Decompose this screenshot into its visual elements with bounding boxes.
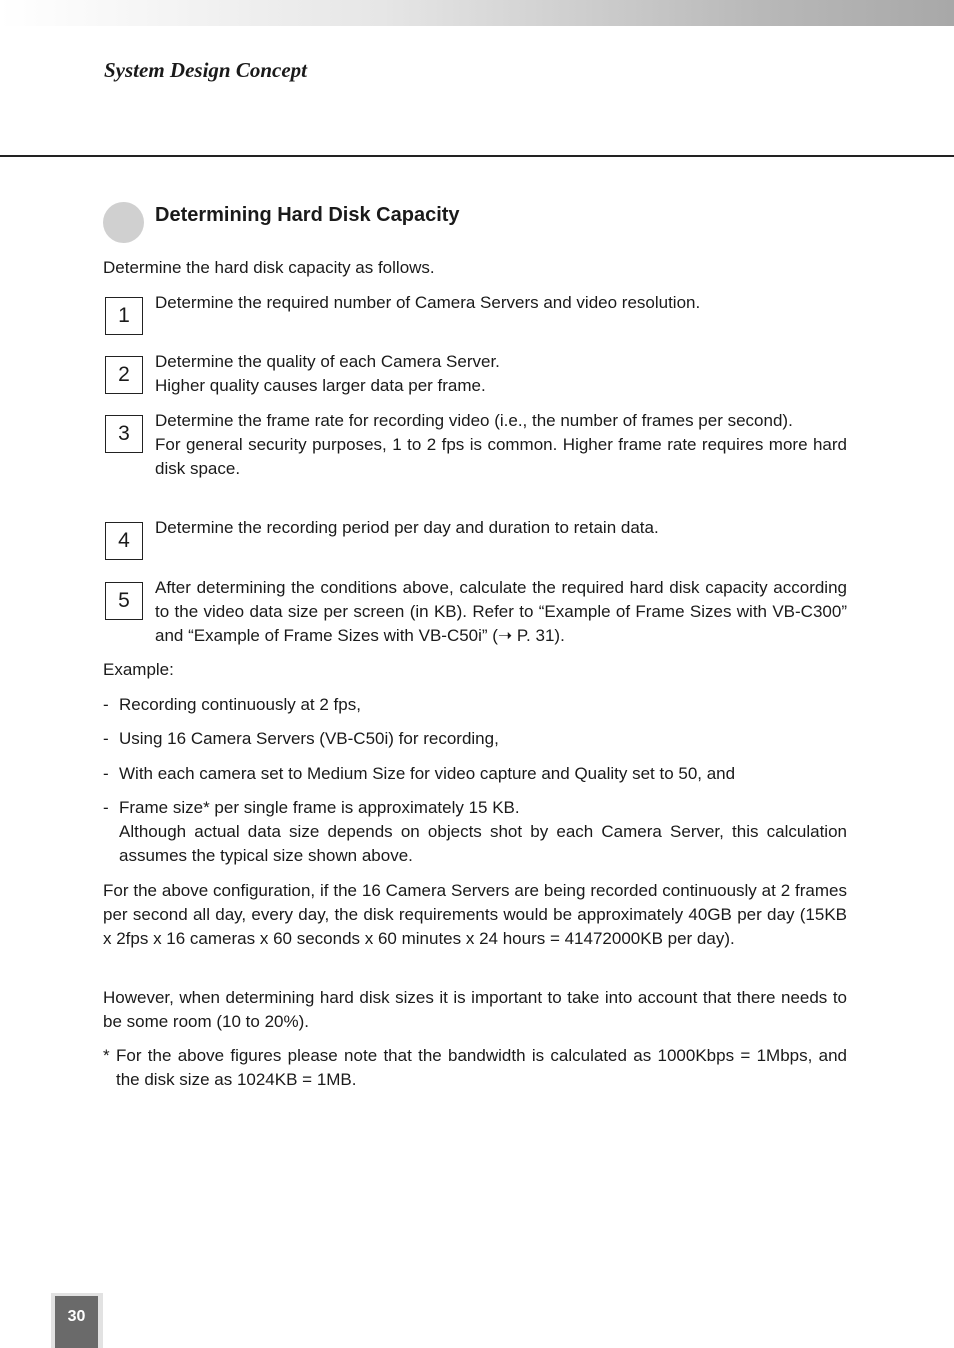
step-text-2	[155, 350, 847, 398]
step-text-5	[155, 576, 847, 648]
step-2-line-2: Higher quality causes larger data per frame.	[155, 376, 486, 395]
calculation-paragraph: For the above configuration, if the 16 Camera Servers are being recorded continuously at 2 frames per second all day, every day, the disk requirements would be approximately 40GB per day (15KB x 2fps x 16 cameras x 60 seconds x 60 minutes x 24 hours = 41472000KB per day).	[103, 881, 847, 948]
step-5-line-1: After determining the conditions above, calculate the required hard disk capacity according to the video data size per screen (in KB). Refer to “Example of Frame Sizes with VB-C300” and “Example of Frame Sizes with VB-C50i” (➝ P. 31).	[155, 578, 847, 645]
step-2-line-1: Determine the quality of each Camera Server.	[155, 352, 500, 371]
example-item-3	[103, 762, 847, 786]
step-3-line-1: Determine the frame rate for recording video (i.e., the number of frames per second).	[155, 411, 793, 430]
example-label: Example:	[103, 660, 174, 679]
step-text-4	[155, 516, 847, 540]
step-number-5: 5	[105, 582, 143, 620]
page-header-title: System Design Concept	[104, 58, 307, 82]
dash-marker: -	[103, 798, 109, 817]
step-number-4: 4	[105, 522, 143, 560]
step-number-3: 3	[105, 415, 143, 453]
header-gradient-bar	[0, 0, 954, 26]
example-item-1-text: Recording continuously at 2 fps,	[119, 695, 361, 714]
footnote	[103, 1044, 847, 1092]
dash-marker: -	[103, 764, 109, 783]
section-title: Determining Hard Disk Capacity	[155, 204, 460, 226]
step-number-1: 1	[105, 297, 143, 335]
example-item-2	[103, 727, 847, 751]
footnote-text: For the above figures please note that the bandwidth is calculated as 1000Kbps = 1Mbps, and the disk size as 1024KB = 1MB.	[116, 1046, 847, 1089]
dash-marker: -	[103, 729, 109, 748]
example-item-3-text: With each camera set to Medium Size for video capture and Quality set to 50, and	[119, 764, 736, 783]
dash-marker: -	[103, 695, 109, 714]
example-item-2-text: Using 16 Camera Servers (VB-C50i) for recording,	[119, 729, 499, 748]
step-text-3	[155, 409, 847, 481]
section-bullet-icon	[103, 202, 144, 243]
step-3-line-2: For general security purposes, 1 to 2 fps is common. Higher frame rate requires more hard disk space.	[155, 435, 847, 478]
margin-paragraph: However, when determining hard disk sizes it is important to take into account that there needs to be some room (10 to 20%).	[103, 988, 847, 1031]
step-4-line-1: Determine the recording period per day and duration to retain data.	[155, 518, 659, 537]
example-item-4	[103, 796, 847, 868]
example-item-4-text: Frame size* per single frame is approximately 15 KB.	[119, 798, 520, 817]
step-1-line-1: Determine the required number of Camera Servers and video resolution.	[155, 293, 701, 312]
step-text-1	[155, 291, 847, 315]
step-number-2: 2	[105, 356, 143, 394]
example-item-1	[103, 693, 847, 717]
example-item-4-note: Although actual data size depends on objects shot by each Camera Server, this calculation assumes the typical size shown above.	[119, 822, 847, 865]
page-number: 30	[55, 1296, 98, 1348]
intro-text: Determine the hard disk capacity as follows.	[103, 258, 435, 277]
header-divider	[0, 155, 954, 157]
footnote-marker: *	[103, 1046, 110, 1065]
